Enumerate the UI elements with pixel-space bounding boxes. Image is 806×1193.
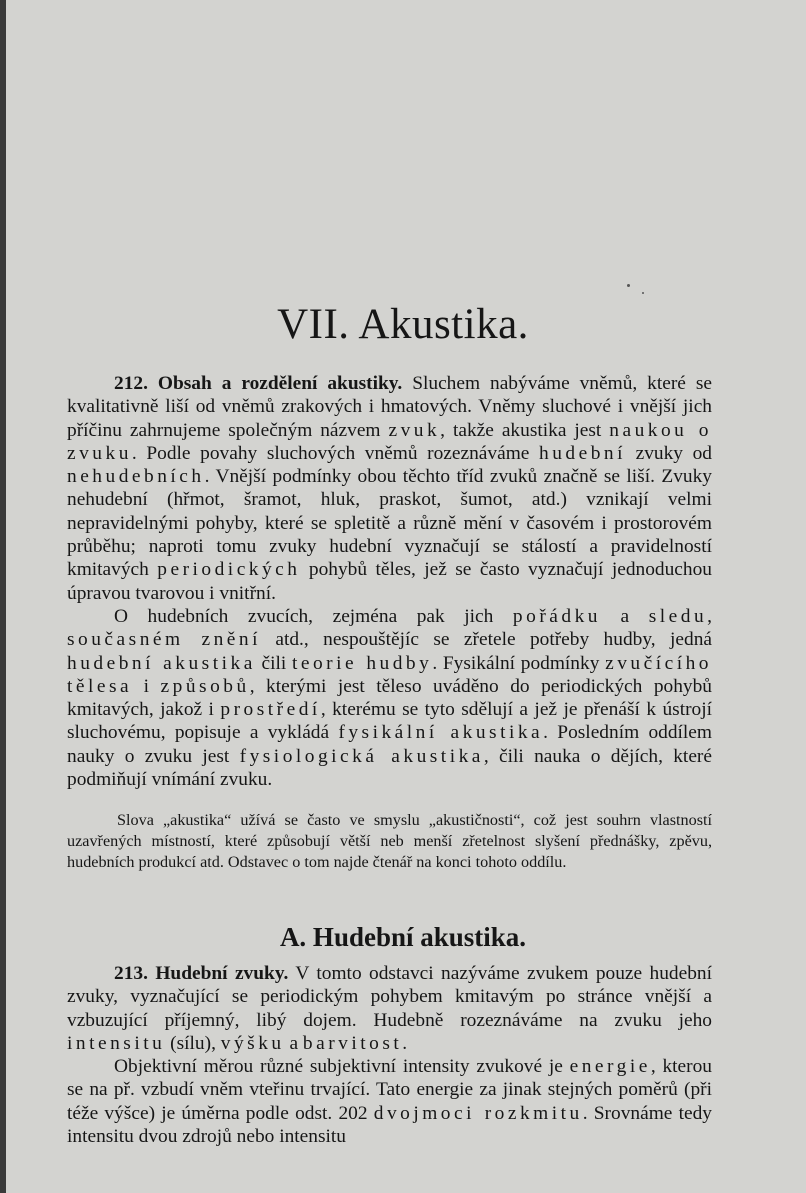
section-212 <box>67 372 712 791</box>
spaced-emphasis: hudební akustika <box>67 652 256 674</box>
section-number: 213. <box>114 963 148 984</box>
text-run: . Podle povahy sluchových vněmů rozeznáváme <box>131 442 540 464</box>
text-run: atd., nespouštějíc se zřetele potřeby hudby, jedná <box>260 629 712 651</box>
text-run: , kterému se tyto sdělují a jež je přenáší k ústrojí sluchovému, popisuje a vykládá <box>67 699 713 744</box>
spaced-emphasis: teorie hudby <box>291 652 433 674</box>
text-run: O hudebních zvucích, zejména pak jich <box>114 605 513 627</box>
text-run: , čili nauka o dějích, které podmiňují vnímání zvuku. <box>67 745 712 791</box>
text-run: , kterými jest těleso uváděno do periodických pohybů kmitavých, jakož i <box>67 675 712 721</box>
spaced-emphasis: energie <box>569 1056 651 1078</box>
spaced-emphasis: fysikální akustika <box>338 722 544 744</box>
text-run: , takže akustika jest <box>440 419 610 441</box>
section-heading: Hudební zvuky. <box>155 963 289 984</box>
speck <box>627 284 630 287</box>
text-run: Objektivní měrou různé subjektivní intensity zvukové je <box>114 1056 570 1078</box>
text-run: zvuky od <box>626 442 712 464</box>
spaced-emphasis: současném znění <box>67 629 261 651</box>
spaced-emphasis: periodických <box>157 559 301 581</box>
spaced-emphasis: hudební <box>539 442 626 464</box>
text-run: . <box>402 1032 408 1054</box>
text-run: čili <box>255 652 292 674</box>
section-212-paragraph-1 <box>67 372 712 605</box>
text-run: . Srovnáme tedy intensitu dvou zdrojů nebo intensitu <box>67 1102 712 1148</box>
text-run: . Posledním oddílem nauky o zvuku jest <box>67 722 712 767</box>
text-run: pohybů těles, jež se často vyznačují jednoduchou úpravou tvarovou i vnitřní. <box>67 559 713 604</box>
text-run: , kterou se na př. vzbudí vněm vteřinu trvající. Tato energie za jinak stejných poměrů (při téže výšce) je úměrna podle odst. 202 <box>67 1056 713 1124</box>
text-run: i <box>132 675 161 697</box>
chapter-title: VII. Akustika. <box>277 301 529 348</box>
spaced-emphasis: fysiologická akustika <box>239 745 484 767</box>
section-213 <box>67 962 712 1148</box>
spaced-emphasis: intensitu <box>67 1032 166 1054</box>
text-run: V tomto odstavci nazýváme zvukem pouze hudební zvuky, vyznačující se periodickým pohybem kmitavým po stránce vnější a vzbuzující příjemný, libý dojem. Hudebně rozeznáváme na zvuku jeho <box>67 963 712 1031</box>
section-212-paragraph-2 <box>67 605 712 791</box>
note-text: Slova „akustika“ užívá se často ve smyslu „akustičnosti“, což jest souhrn vlastností uzavřených místností, které způsobují větší neb menší zřetelnost slyšení přednášky, zpěvu, hudebních produkcí atd. Odstavec o tom najde čtenář na konci tohoto oddílu. <box>67 811 712 871</box>
spaced-emphasis: dvojmoci rozkmitu <box>373 1102 583 1124</box>
spaced-emphasis: zvuk <box>388 419 441 441</box>
spaced-emphasis: způsobů <box>160 675 250 697</box>
text-run: a <box>284 1032 303 1054</box>
subsection-title: A. Hudební akustika. <box>279 922 527 952</box>
spaced-emphasis: naukou o zvuku <box>67 419 712 464</box>
text-run: , <box>707 605 712 627</box>
spaced-emphasis: výšku <box>220 1032 285 1054</box>
text-run: a <box>600 605 649 627</box>
spaced-emphasis: nehudebních <box>67 466 205 488</box>
footnote-remark <box>67 810 712 873</box>
section-213-paragraph-2 <box>67 1055 712 1148</box>
section-heading: Obsah a rozdělení akustiky. <box>157 373 403 394</box>
spaced-emphasis: pořádku <box>512 605 601 627</box>
section-213-paragraph-1 <box>67 962 712 1055</box>
spaced-emphasis: barvitost <box>302 1032 403 1054</box>
spaced-emphasis: prostředí <box>220 699 321 721</box>
page-binding-edge <box>0 0 6 1193</box>
text-run: . Vnější podmínky obou těchto tříd zvuků značně se liší. Zvuky nehudební (hřmot, šramot, hluk, praskot, šumot, atd.) vznikají velmi nepravidelnými pohyby, které se spletitě a různě mění v časovém i prostorovém průběhu; naproti tomu zvuky hudební vyznačují se stálostí a pravidelností kmitavých <box>67 466 712 581</box>
text-run: (sílu), <box>165 1032 221 1054</box>
section-number: 212. <box>114 373 148 394</box>
spaced-emphasis: sledu <box>648 605 708 627</box>
spaced-emphasis: zvučícího tělesa <box>67 652 712 697</box>
speck <box>642 292 644 294</box>
text-run: . Fysikální podmínky <box>432 652 606 674</box>
text-run: Sluchem nabýváme vněmů, které se kvalitativně liší od vněmů zrakových i hmatových. Vněmy sluchové i vnější jich příčinu zahrnujeme společným názvem <box>67 373 712 441</box>
